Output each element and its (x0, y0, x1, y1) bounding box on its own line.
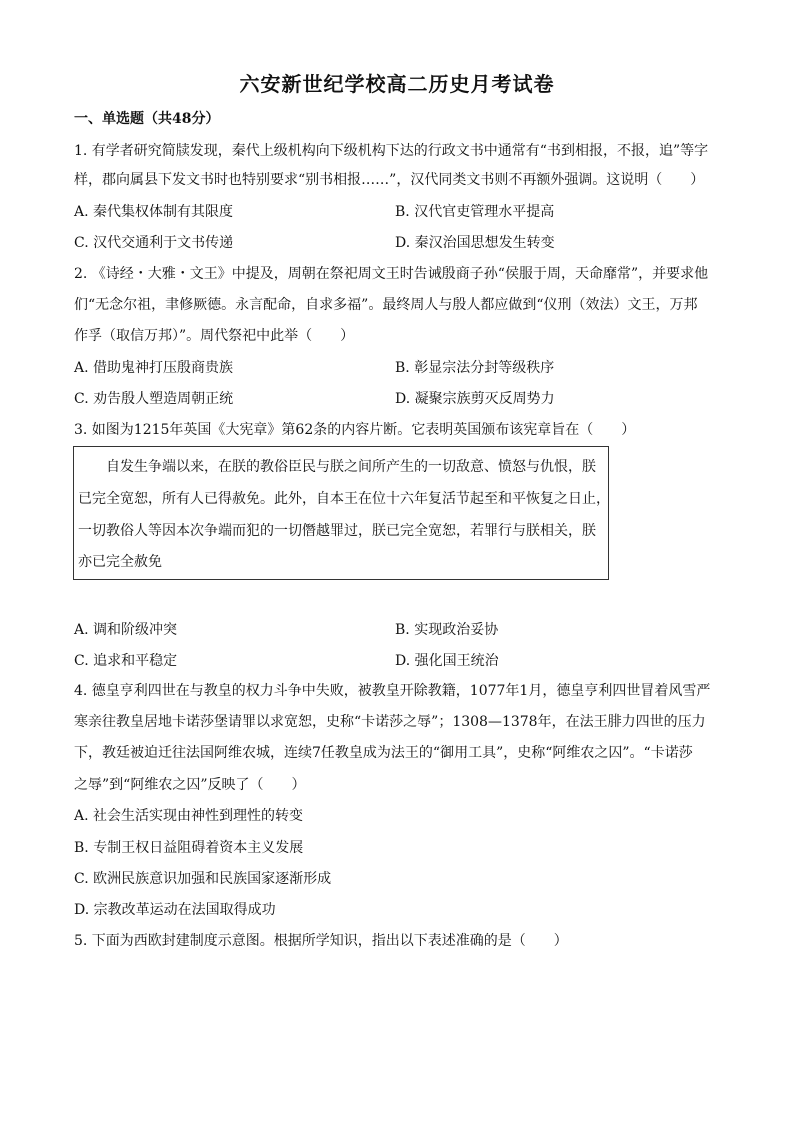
q4-option-a: A. 社会生活实现由神性到理性的转变 (74, 808, 304, 824)
q1-stem-line-2: 样，郡向属县下发文书时也特别要求“别书相报……”，汉代同类文书则不再额外强调。这说明（ ） (74, 172, 705, 188)
q2-stem-line-1: 2. 《诗经・大雅・文王》中提及，周朝在祭祀周文王时告诫殷商子孙“侯服于周，天命靡常”，并要求他 (74, 266, 709, 282)
q1-option-c: C. 汉代交通利于文书传递 (74, 235, 234, 251)
q4-option-c: C. 欧洲民族意识加强和民族国家逐渐形成 (74, 871, 332, 887)
q2-option-b: B. 彰显宗法分封等级秩序 (395, 360, 555, 376)
quote-line-4: 亦已完全赦免 (78, 554, 162, 570)
quote-line-1: 自发生争端以来，在朕的教俗臣民与朕之间所产生的一切敌意、愤怒与仇恨，朕 (106, 459, 596, 475)
q5-stem-line-1: 5. 下面为西欧封建制度示意图。根据所学知识，指出以下表述准确的是（ ） (74, 933, 568, 949)
q4-stem-line-2: 寒亲往教皇居地卡诺莎堡请罪以求宽恕，史称“卡诺莎之辱”；1308—1378年，在法王腓力四世的压力 (74, 714, 706, 730)
q4-option-d: D. 宗教改革运动在法国取得成功 (74, 902, 276, 918)
q4-option-b: B. 专制王权日益阻碍着资本主义发展 (74, 840, 304, 856)
page-title: 六安新世纪学校高二历史月考试卷 (239, 72, 555, 96)
q1-stem-line-1: 1. 有学者研究简牍发现，秦代上级机构向下级机构下达的行政文书中通常有“书到相报，不报，追”等字 (74, 143, 709, 159)
q4-stem-line-3: 下，教廷被迫迁往法国阿维农城，连续7任教皇成为法王的“御用工具”，史称“阿维农之囚”。“卡诺莎 (74, 745, 693, 761)
section-heading: 一、单选题（共48分） (74, 111, 220, 127)
q3-option-a: A. 调和阶级冲突 (74, 622, 178, 638)
q3-option-b: B. 实现政治妥协 (395, 622, 499, 638)
q2-stem-line-2: 们“无念尔祖，聿修厥德。永言配命，自求多福”。最终周人与殷人都应做到“仪刑（效法）文王，万邦 (74, 297, 698, 313)
q4-stem-line-4: 之辱”到“阿维农之囚”反映了（ ） (74, 777, 306, 793)
q2-stem-line-3: 作孚（取信万邦）”。周代祭祀中此举（ ） (74, 328, 355, 344)
magna-carta-quote-box (73, 446, 609, 580)
q2-option-a: A. 借助鬼神打压殷商贵族 (74, 360, 234, 376)
q3-option-c: C. 追求和平稳定 (74, 653, 178, 669)
q2-option-d: D. 凝聚宗族剪灭反周势力 (395, 391, 555, 407)
q1-option-a: A. 秦代集权体制有其限度 (74, 204, 234, 220)
q2-option-c: C. 劝告殷人塑造周朝正统 (74, 391, 234, 407)
q3-stem-line-1: 3. 如图为1215年英国《大宪章》第62条的内容片断。它表明英国颁布该宪章旨在（ ） (74, 422, 636, 438)
quote-line-2: 已完全宽恕，所有人已得赦免。此外，自本王在位十六年复活节起至和平恢复之日止， (78, 491, 610, 507)
q4-stem-line-1: 4. 德皇亨利四世在与教皇的权力斗争中失败，被教皇开除教籍，1077年1月，德皇亨利四世冒着风雪严 (74, 683, 711, 699)
q1-option-d: D. 秦汉治国思想发生转变 (395, 235, 555, 251)
q1-option-b: B. 汉代官吏管理水平提高 (395, 204, 555, 220)
quote-line-3: 一切教俗人等因本次争端而犯的一切僭越罪过，朕已完全宽恕，若罪行与朕相关，朕 (78, 523, 596, 539)
q3-option-d: D. 强化国王统治 (395, 653, 499, 669)
